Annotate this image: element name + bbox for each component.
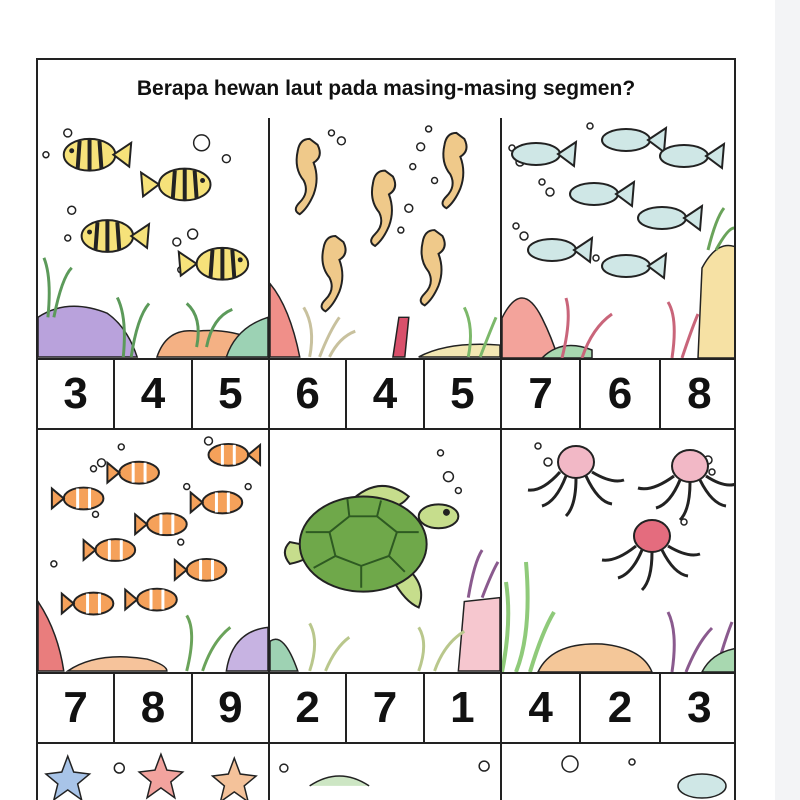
worksheet-title: Berapa hewan laut pada masing-masing segmen? bbox=[38, 60, 734, 120]
scene-striped-fish bbox=[38, 118, 268, 358]
starfish-illustration bbox=[38, 746, 268, 800]
octopus-illustration bbox=[502, 432, 736, 672]
scene-partial-2 bbox=[270, 746, 500, 800]
worksheet bbox=[36, 58, 736, 800]
panel-partial-1 bbox=[38, 746, 270, 800]
scene-octopus bbox=[502, 432, 736, 672]
clownfish-4 bbox=[191, 492, 243, 514]
seahorse-5 bbox=[421, 230, 445, 305]
sea-turtle-illustration bbox=[270, 432, 500, 672]
answer-option[interactable]: 5 bbox=[218, 369, 243, 418]
fish-7 bbox=[602, 254, 666, 278]
partial-illustration bbox=[502, 746, 736, 800]
scrollbar-track[interactable] bbox=[775, 0, 800, 800]
octopus-2 bbox=[638, 450, 736, 520]
answer-option[interactable]: 6 bbox=[270, 360, 347, 428]
sea-turtle bbox=[285, 486, 458, 608]
seahorse-4 bbox=[322, 236, 346, 311]
fish-2 bbox=[141, 169, 210, 201]
scene-seahorse bbox=[270, 118, 500, 358]
answer-options bbox=[270, 672, 500, 744]
clownfish-7 bbox=[175, 559, 227, 581]
seahorse-3 bbox=[443, 133, 467, 208]
answer-options bbox=[502, 672, 736, 744]
seahorse-2 bbox=[371, 171, 395, 246]
fish-5 bbox=[638, 206, 702, 230]
fish-1 bbox=[512, 142, 576, 166]
answer-options bbox=[38, 358, 268, 430]
answer-option[interactable]: 4 bbox=[502, 674, 581, 742]
answer-option[interactable]: 3 bbox=[38, 360, 115, 428]
answer-option[interactable]: 4 bbox=[347, 360, 424, 428]
fish-4 bbox=[570, 182, 634, 206]
seahorse-illustration bbox=[270, 118, 500, 358]
clownfish-3 bbox=[52, 488, 104, 510]
answer-option[interactable]: 7 bbox=[347, 674, 424, 742]
scene-blue-fish bbox=[502, 118, 736, 358]
answer-option[interactable]: 7 bbox=[38, 674, 115, 742]
answer-option[interactable]: 8 bbox=[115, 674, 192, 742]
partial-illustration bbox=[270, 746, 500, 800]
clownfish-8 bbox=[125, 589, 177, 611]
clownfish-6 bbox=[84, 539, 136, 561]
answer-option[interactable]: 8 bbox=[687, 369, 712, 418]
seahorse-1 bbox=[296, 139, 320, 214]
answer-option[interactable]: 9 bbox=[218, 683, 243, 732]
answer-option[interactable]: 4 bbox=[115, 360, 192, 428]
clownfish-5 bbox=[135, 513, 187, 535]
scene-partial-3 bbox=[502, 746, 736, 800]
answer-options bbox=[38, 672, 268, 744]
clownfish-2 bbox=[209, 444, 261, 466]
fish-2 bbox=[602, 128, 666, 152]
fish-4 bbox=[179, 248, 248, 280]
answer-option[interactable]: 3 bbox=[687, 683, 712, 732]
panel-clownfish bbox=[38, 432, 270, 746]
answer-options bbox=[270, 358, 500, 430]
fish-6 bbox=[528, 238, 592, 262]
answer-option[interactable]: 2 bbox=[270, 674, 347, 742]
clownfish-9 bbox=[62, 593, 114, 615]
fish-3 bbox=[660, 144, 724, 168]
answer-option[interactable]: 7 bbox=[502, 360, 581, 428]
panel-sea-turtle bbox=[270, 432, 502, 746]
scene-sea-turtle bbox=[270, 432, 500, 672]
answer-option[interactable]: 2 bbox=[581, 674, 660, 742]
answer-option[interactable]: 6 bbox=[581, 360, 660, 428]
panel-striped-fish bbox=[38, 118, 270, 432]
scene-clownfish bbox=[38, 432, 268, 672]
octopus-1 bbox=[528, 446, 624, 516]
clownfish-illustration bbox=[38, 432, 268, 672]
fish-3 bbox=[82, 220, 149, 252]
panel-partial-3 bbox=[502, 746, 736, 800]
fish-1 bbox=[64, 139, 131, 171]
panel-partial-2 bbox=[270, 746, 502, 800]
panel-seahorse bbox=[270, 118, 502, 432]
clownfish-1 bbox=[107, 462, 159, 484]
answer-option[interactable]: 1 bbox=[450, 683, 475, 732]
panel-octopus bbox=[502, 432, 736, 746]
answer-options bbox=[502, 358, 736, 430]
blue-fish-illustration bbox=[502, 118, 736, 358]
striped-fish-illustration bbox=[38, 118, 268, 358]
panel-blue-fish bbox=[502, 118, 736, 432]
scene-starfish-partial bbox=[38, 746, 268, 800]
octopus-3 bbox=[602, 520, 700, 590]
answer-option[interactable]: 5 bbox=[450, 369, 475, 418]
